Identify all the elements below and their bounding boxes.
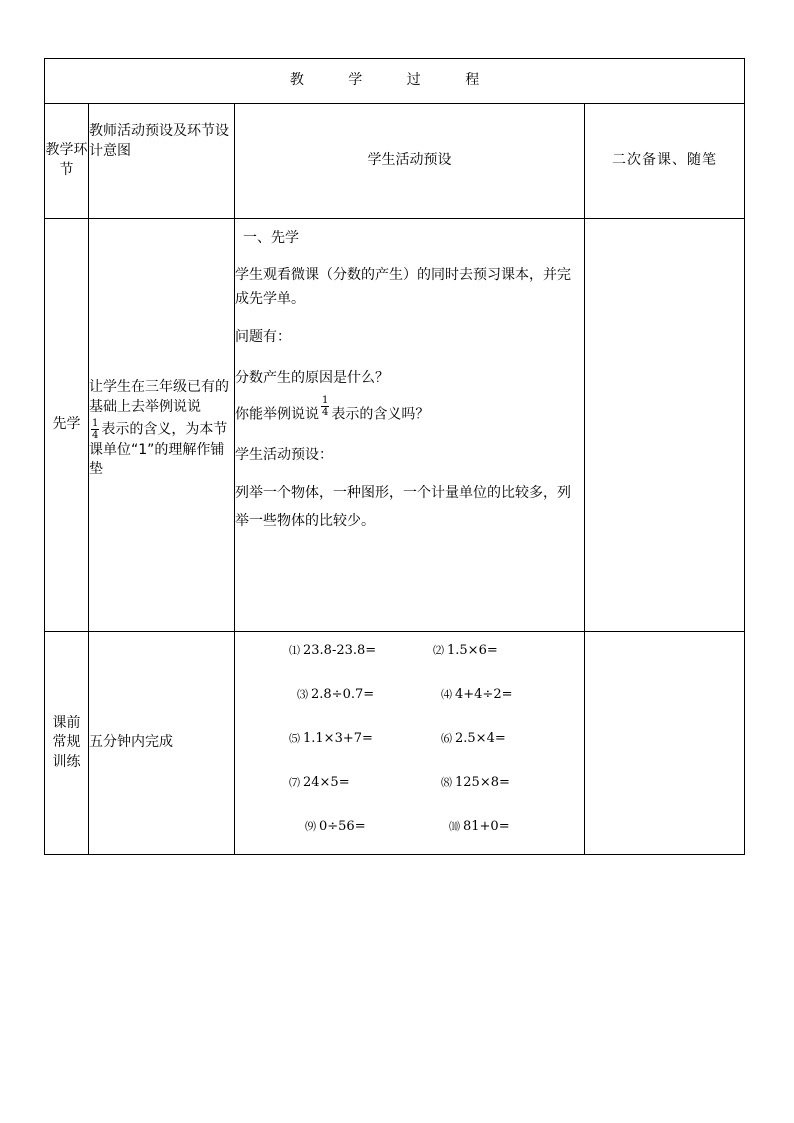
teacher-text-2: 表示的含义，为本节课单位“1”的理解作铺垫 bbox=[89, 421, 228, 478]
header-student-activity: 学生活动预设 bbox=[235, 104, 585, 219]
student-paragraph-6: 列举一个物体，一种图形，一个计量单位的比较多，列举一些物体的比较少。 bbox=[235, 485, 571, 530]
student-paragraph-2: 问题有： bbox=[235, 328, 291, 345]
table-row-drill bbox=[45, 632, 745, 855]
teacher-activity-drill: 五分钟内完成 bbox=[89, 632, 235, 855]
student-paragraph-5: 学生活动预设： bbox=[235, 446, 333, 463]
header-row bbox=[45, 104, 745, 219]
table-title-row bbox=[45, 59, 745, 104]
student-paragraph-1: 学生观看微课（分数的产生）的同时去预习课本，并完成先学单。 bbox=[235, 266, 571, 308]
phase-drill bbox=[45, 632, 89, 855]
header-phase: 教学环节 bbox=[45, 104, 89, 219]
fraction-one-quarter bbox=[321, 395, 329, 418]
phase-preview: 先学 bbox=[45, 219, 89, 632]
table-title: 教 学 过 程 bbox=[45, 59, 745, 104]
exercise-item: ⑽ 81+0= bbox=[449, 819, 510, 834]
header-teacher-activity: 教师活动预设及环节设计意图 bbox=[89, 104, 235, 219]
exercise-item: ⑴ 23.8-23.8= bbox=[289, 643, 377, 658]
question-text-after: 表示的含义吗？ bbox=[331, 406, 430, 423]
exercise-item: ⑹ 2.5×4= bbox=[441, 731, 506, 746]
table-row-preview bbox=[45, 219, 745, 632]
exercise-item: ⑷ 4+4÷2= bbox=[441, 687, 513, 702]
teacher-text-1: 让学生在三年级已有的基础上去举例说说 bbox=[89, 379, 229, 415]
student-activity-preview bbox=[235, 219, 585, 632]
phase-drill-line-1: 课前 bbox=[52, 714, 81, 731]
notes-preview bbox=[585, 219, 745, 632]
teacher-activity-preview bbox=[89, 219, 235, 632]
question-text-before: 你能举例说说 bbox=[235, 406, 319, 423]
exercise-item: ⑺ 24×5= bbox=[289, 775, 350, 790]
phase-drill-line-2: 常规 bbox=[52, 734, 81, 751]
notes-drill bbox=[585, 632, 745, 855]
section-title: 一、先学 bbox=[243, 230, 299, 246]
exercise-item: ⑵ 1.5×6= bbox=[433, 643, 498, 658]
exercise-item: ⑶ 2.8÷0.7= bbox=[297, 687, 375, 702]
student-paragraph-3: 分数产生的原因是什么？ bbox=[235, 370, 389, 387]
fraction-denominator: 4 bbox=[322, 406, 329, 418]
teaching-process-table bbox=[44, 58, 745, 855]
drill-exercises bbox=[235, 632, 585, 855]
exercise-item: ⑻ 125×8= bbox=[441, 775, 510, 790]
student-paragraph-4 bbox=[235, 394, 584, 426]
exercise-item: ⑸ 1.1×3+7= bbox=[289, 731, 373, 746]
phase-drill-line-3: 训练 bbox=[52, 753, 81, 770]
exercise-item: ⑼ 0÷56= bbox=[305, 819, 366, 834]
fraction-numerator: 1 bbox=[322, 394, 329, 406]
fraction-numerator: 1 bbox=[92, 417, 99, 429]
header-notes: 二次备课、随笔 bbox=[585, 104, 745, 219]
fraction-one-quarter bbox=[91, 418, 99, 441]
fraction-denominator: 4 bbox=[92, 429, 99, 441]
